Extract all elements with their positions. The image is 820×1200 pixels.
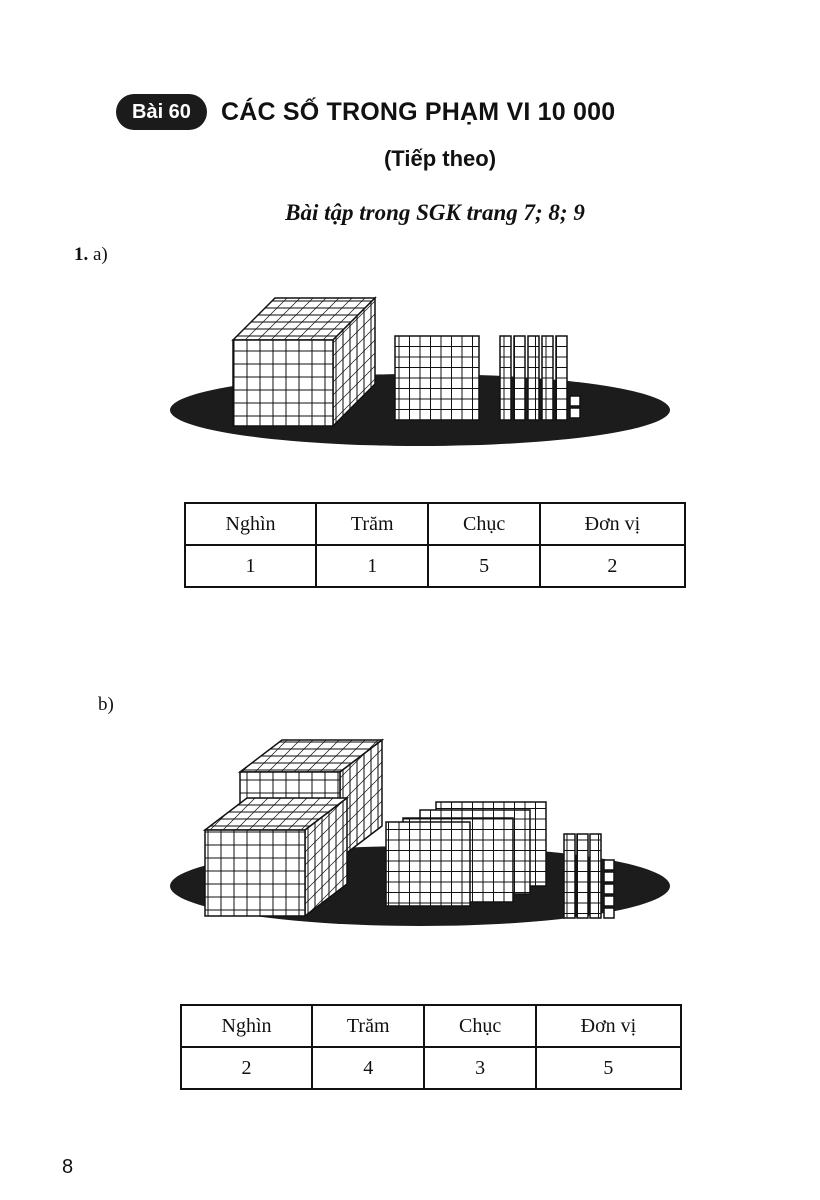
table-value-row bbox=[185, 545, 685, 587]
unit-cubes-b bbox=[604, 860, 614, 918]
header-hundreds: Trăm bbox=[312, 1005, 424, 1047]
value-thousands: 2 bbox=[181, 1047, 312, 1089]
value-tens: 5 bbox=[428, 545, 539, 587]
table-header-row bbox=[181, 1005, 681, 1047]
part-a-label: a) bbox=[93, 244, 108, 265]
textbook-reference: Bài tập trong SGK trang 7; 8; 9 bbox=[285, 200, 585, 225]
thousand-cube-front bbox=[205, 798, 347, 916]
header-ones: Đơn vị bbox=[540, 503, 685, 545]
hundred-flat bbox=[395, 336, 479, 420]
table-value-row bbox=[181, 1047, 681, 1089]
value-hundreds: 1 bbox=[316, 545, 428, 587]
value-thousands: 1 bbox=[185, 545, 316, 587]
header-tens: Chục bbox=[424, 1005, 535, 1047]
value-ones: 5 bbox=[536, 1047, 681, 1089]
illustration-a bbox=[170, 298, 670, 446]
header-tens: Chục bbox=[428, 503, 539, 545]
illustration-b bbox=[170, 740, 670, 926]
header-thousands: Nghìn bbox=[185, 503, 316, 545]
ten-rods bbox=[500, 336, 567, 420]
lesson-subtitle: (Tiếp theo) bbox=[383, 146, 497, 171]
place-value-table-b bbox=[180, 1004, 682, 1090]
part-b-label: b) bbox=[98, 694, 114, 715]
value-hundreds: 4 bbox=[312, 1047, 424, 1089]
ten-rods-b bbox=[564, 834, 601, 918]
value-ones: 2 bbox=[540, 545, 685, 587]
exercise-number: 1. bbox=[74, 244, 89, 265]
header-thousands: Nghìn bbox=[181, 1005, 312, 1047]
hundred-flats bbox=[386, 802, 546, 906]
lesson-title: CÁC SỐ TRONG PHẠM VI 10 000 bbox=[220, 97, 616, 126]
lesson-badge: Bài 60 bbox=[116, 94, 207, 130]
table-header-row bbox=[185, 503, 685, 545]
place-value-table-a bbox=[184, 502, 686, 588]
value-tens: 3 bbox=[424, 1047, 535, 1089]
page-number: 8 bbox=[62, 1156, 74, 1178]
header-ones: Đơn vị bbox=[536, 1005, 681, 1047]
header-hundreds: Trăm bbox=[316, 503, 428, 545]
